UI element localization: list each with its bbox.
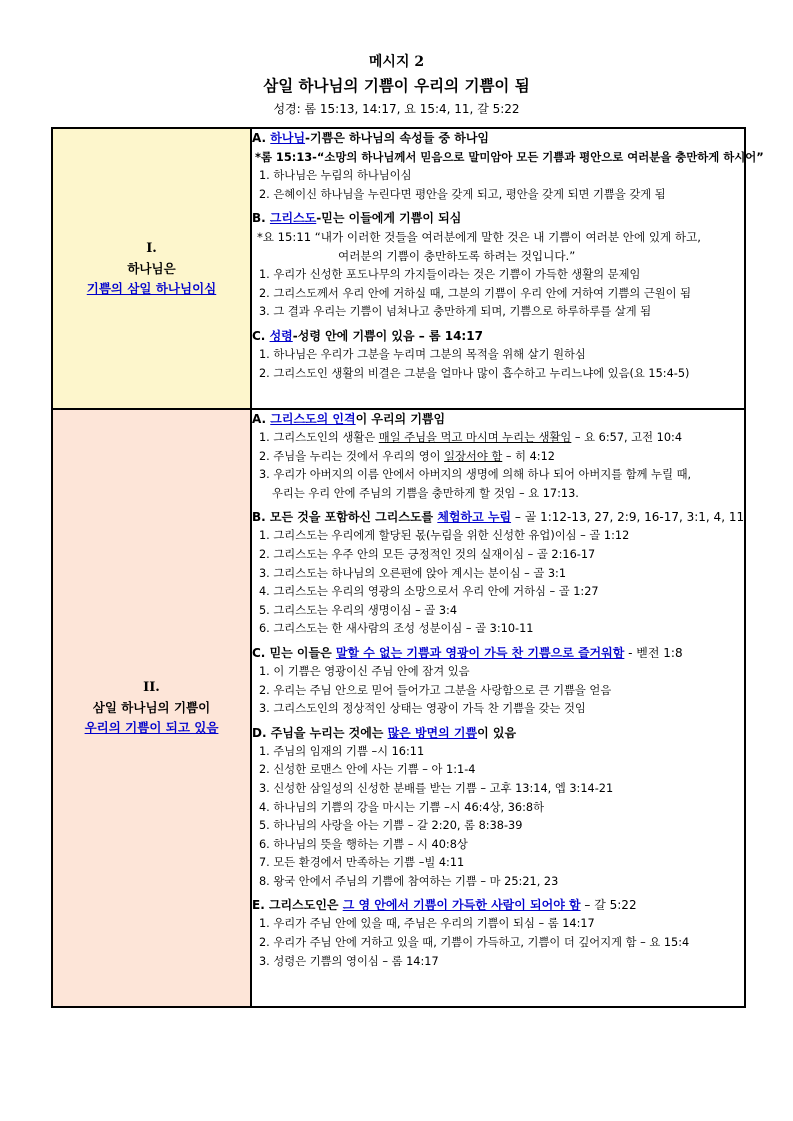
section-number: I. (146, 240, 157, 256)
verse-quote: *롬 15:13-“소망의 하나님께서 믿음으로 말미암아 모든 기쁨과 평안으로 여러분을 충만하게 하시어” (255, 150, 764, 164)
list-item: 2. 그리스도는 우주 안의 모든 긍정적인 것의 실재이심 – 골 2:16-17 (259, 547, 596, 561)
point-highlight: 말할 수 없는 기쁨과 영광이 가득 찬 기쁨으로 즐거워함 (335, 645, 625, 660)
section-title: 하나님은 (127, 260, 176, 276)
point-heading: E. 그리스도인은 그 영 안에서 기쁨이 가득한 사람이 되어야 함 – 갈 5:22 (252, 898, 637, 913)
section-subtitle: 우리의 기쁨이 되고 있음 (84, 720, 219, 735)
point-highlight: 성령 (269, 328, 293, 343)
page-header (0, 52, 793, 119)
list-item: 2. 그리스도께서 우리 안에 거하실 때, 그분의 기쁨이 우리 안에 거하여 기쁨의 근원이 됨 (259, 286, 692, 300)
list-item: 6. 하나님의 뜻을 행하는 기쁨 – 시 40:8상 (259, 837, 468, 851)
list-item: 7. 모든 환경에서 만족하는 기쁨 –빌 4:11 (259, 856, 465, 870)
section-row-1 (52, 128, 745, 409)
point-a (252, 410, 744, 503)
section-number: II. (143, 680, 160, 695)
list-item: 1. 주님의 임재의 기쁨 –시 16:11 (259, 744, 425, 758)
point-highlight: 그리스도의 인격 (270, 412, 356, 426)
list-item: 2. 은혜이신 하나님을 누린다면 평안을 갖게 되고, 평안을 갖게 되면 기쁨을 갖게 됨 (259, 187, 666, 201)
section-row-2 (52, 409, 745, 1007)
section-subtitle: 기쁨의 삼일 하나님이심 (86, 280, 217, 296)
list-item: 1. 우리가 주님 안에 있을 때, 주님은 우리의 기쁨이 되심 – 롬 14:17 (259, 917, 595, 931)
point-heading: B. 모든 것을 포함하신 그리스도를 체험하고 누림 – 골 1:12-13, 27, 2:9, 16-17, 3:1, 4, 11 (252, 510, 745, 525)
list-item: 2. 우리는 주님 안으로 믿어 들어가고 그분을 사랑함으로 큰 기쁨을 얻음 (259, 683, 612, 697)
point-a (252, 129, 764, 204)
point-heading: A. 그리스도의 인격이 우리의 기쁨임 (252, 412, 446, 426)
list-item: 1. 하나님은 우리가 그분을 누리며 그분의 목적을 위해 살기 원하심 (259, 347, 586, 361)
section-2-content-cell (251, 409, 745, 1007)
message-number: 메시지 2 (368, 54, 425, 70)
point-heading: C. 믿는 이들은 말할 수 없는 기쁨과 영광이 가득 찬 기쁨으로 즐거워함 - 벧전 1:8 (252, 645, 683, 660)
list-item: 3. 그 결과 우리는 기쁨이 넘쳐나고 충만하게 되며, 기쁨으로 하루하루를 살게 됨 (259, 305, 652, 319)
list-item: 5. 하나님의 사랑을 아는 기쁨 – 갈 2:20, 롬 8:38-39 (259, 819, 523, 833)
point-highlight: 그리스도 (269, 211, 317, 226)
list-item: 1. 이 기쁨은 영광이신 주님 안에 잠겨 있음 (259, 664, 470, 678)
point-b (252, 209, 744, 322)
list-item: 1. 그리스도는 우리에게 할당된 몫(누림을 위한 신성한 유업)이심 – 골 1:12 (259, 529, 630, 543)
point-d (252, 724, 744, 892)
verse-quote-continued: 여러분의 기쁨이 충만하도록 하려는 것입니다.” (338, 249, 576, 264)
section-1-content-cell (251, 128, 764, 409)
section-1-label-cell (52, 128, 251, 409)
point-heading: D. 주님을 누리는 것에는 많은 방면의 기쁨이 있음 (252, 725, 517, 740)
section-2-label-cell (52, 409, 251, 1007)
message-title: 삼일 하나님의 기쁨이 우리의 기쁨이 됨 (263, 77, 530, 95)
list-item: 4. 하나님의 기쁨의 강을 마시는 기쁨 –시 46:4상, 36:8하 (259, 800, 545, 814)
point-heading: C. 성령-성령 안에 기쁨이 있음 – 롬 14:17 (252, 328, 483, 343)
section-title: 삼일 하나님의 기쁨이 (92, 700, 211, 715)
list-item: 8. 왕국 안에서 주님의 기쁨에 참여하는 기쁨 – 마 25:21, 23 (259, 874, 559, 888)
scripture-reference: 성경: 롬 15:13, 14:17, 요 15:4, 11, 갈 5:22 (273, 102, 520, 116)
point-c (252, 644, 744, 719)
list-item: 3. 성령은 기쁨의 영이심 – 롬 14:17 (259, 954, 439, 968)
list-item: 1. 하나님은 누림의 하나님이심 (259, 169, 412, 182)
point-highlight: 많은 방면의 기쁨 (387, 725, 478, 740)
list-item-continued: 우리는 우리 안에 주님의 기쁨을 충만하게 할 것임 – 요 17:13. (272, 486, 579, 500)
point-e (252, 896, 744, 971)
list-item: 2. 우리가 주님 안에 거하고 있을 때, 기쁨이 가득하고, 기쁨이 더 깊어지게 함 – 요 15:4 (259, 936, 690, 950)
point-b (252, 508, 744, 639)
list-item: 2. 그리스도인 생활의 비결은 그분을 얼마나 많이 흡수하고 누리느냐에 있음(요 15:4-5) (259, 366, 690, 380)
point-highlight: 하나님 (270, 131, 306, 145)
list-item: 3. 그리스도인의 정상적인 상태는 영광이 가득 찬 기쁨을 갖는 것임 (259, 702, 586, 716)
list-item: 1. 그리스도인의 생활은 매일 주님을 먹고 마시며 누리는 생활임 – 요 6:57, 고전 10:4 (259, 431, 683, 444)
point-heading: A. 하나님-기쁨은 하나님의 속성들 중 하나임 (252, 131, 490, 145)
list-item: 6. 그리스도는 한 새사람의 조성 성분이심 – 골 3:10-11 (259, 622, 534, 636)
list-item: 1. 우리가 신성한 포도나무의 가지들이라는 것은 기쁨이 가득한 생활의 문제임 (259, 268, 641, 282)
outline-table (51, 127, 764, 1008)
verse-quote: *요 15:11 “내가 이러한 것들을 여러분에게 말한 것은 내 기쁨이 여러분 안에 있게 하고, (257, 230, 701, 245)
list-item: 3. 신성한 삼일성의 신성한 분배를 받는 기쁨 – 고후 13:14, 엡 3:14-21 (259, 781, 614, 795)
list-item: 3. 우리가 아버지의 이름 안에서 아버지의 생명에 의해 하나 되어 아버지를 함께 누릴 때, (259, 468, 692, 482)
list-item: 2. 신성한 로맨스 안에 사는 기쁨 – 아 1:1-4 (259, 763, 476, 777)
point-highlight: 체험하고 누림 (437, 510, 512, 525)
list-item: 5. 그리스도는 우리의 생명이심 – 골 3:4 (259, 603, 458, 617)
list-item: 3. 그리스도는 하나님의 오른편에 앉아 계시는 분이심 – 골 3:1 (259, 566, 567, 580)
list-item: 2. 주님을 누리는 것에서 우리의 영이 일장서야 함 – 히 4:12 (259, 449, 555, 463)
list-item: 4. 그리스도는 우리의 영광의 소망으로서 우리 안에 거하심 – 골 1:27 (259, 585, 599, 599)
point-highlight: 그 영 안에서 기쁨이 가득한 사람이 되어야 함 (342, 898, 581, 913)
point-heading: B. 그리스도-믿는 이들에게 기쁨이 되심 (252, 211, 462, 226)
point-c (252, 327, 744, 383)
